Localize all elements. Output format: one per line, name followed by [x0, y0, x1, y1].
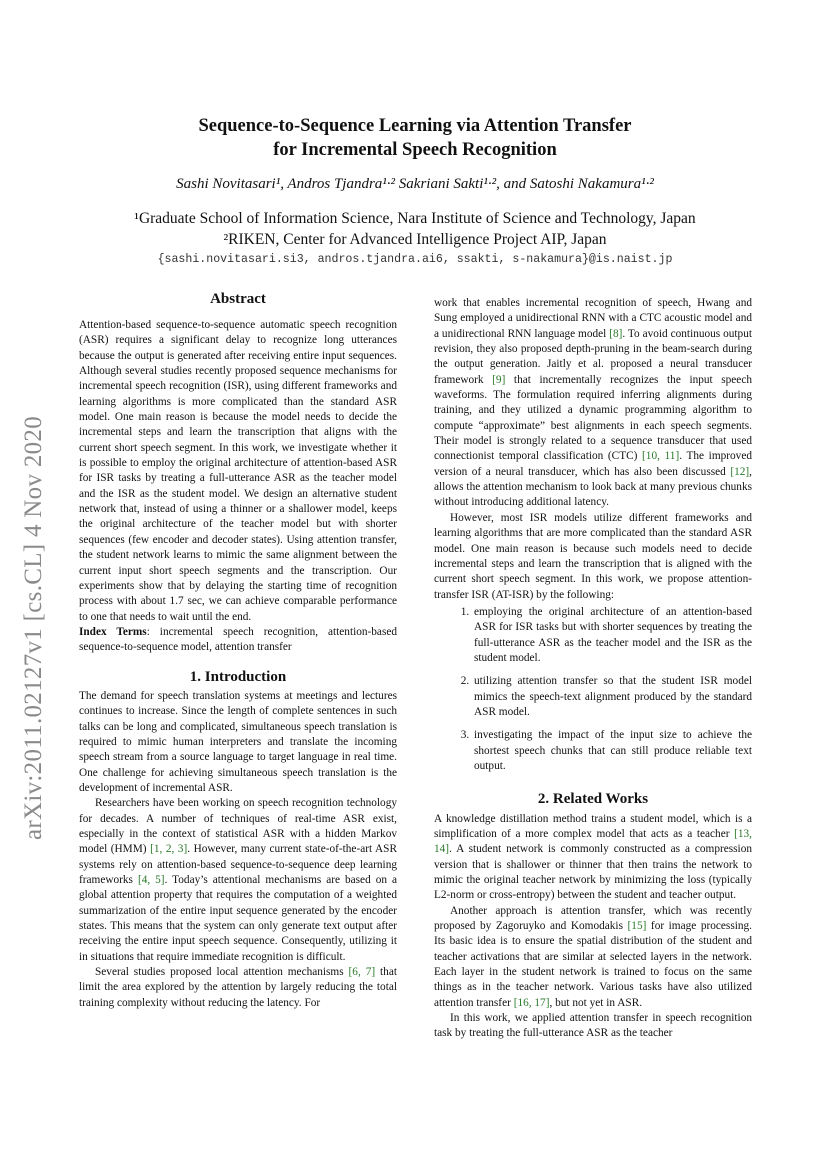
intro-p3-text-a: Several studies proposed local attention mechanisms — [95, 966, 349, 979]
related-p2-text-c: , but not yet in ASR. — [549, 996, 643, 1009]
paper-title — [80, 114, 750, 162]
citation-link[interactable]: [8] — [609, 327, 623, 340]
proposal-item: 1. employing the original architecture of an attention-based ASR for ISR tasks but with shorter sequences by treating the full-utterance ASR as the teacher model and the ISR as the student model. — [472, 605, 752, 666]
right-p1-text-b: . To avoid continuous output revision, they also proposed depth-pruning in the beam-search during the output generation. Jaitly et al. proposed a neural transducer framework — [434, 327, 752, 386]
intro-paragraph-3 — [79, 965, 397, 1011]
citation-link[interactable]: [6, 7] — [348, 966, 376, 979]
intro-paragraph-1: The demand for speech translation systems at meetings and lectures continues to increase. Since the length of complete sentences in such talks can be long and complicated, simultaneous speech translation is required to mimic human interpreters and translate the incoming speech stream from a source language to target language in real time. One challenge for achieving simultaneous speech translation is the development of incremental ASR. — [79, 689, 397, 794]
right-column — [434, 296, 752, 1042]
related-paragraph-2 — [434, 904, 752, 1011]
citation-link[interactable]: [13, 14] — [434, 828, 752, 856]
related-paragraph-1 — [434, 812, 752, 904]
citation-link[interactable]: [10, 11] — [642, 450, 680, 463]
right-p1-text-e: , allows the attention mechanism to look back at many previous chunks without introducing additional latency. — [434, 465, 752, 509]
related-works-heading: 2. Related Works — [537, 791, 649, 808]
intro-p2-text-b: . However, many current state-of-the-art ASR systems rely on attention-based sequence-to-sequence deep learning frameworks — [79, 843, 397, 887]
citation-link[interactable]: [4, 5] — [137, 874, 165, 887]
affiliation-2: ²RIKEN, Center for Advanced Intelligence Project AIP, Japan — [223, 231, 607, 248]
citation-link[interactable]: [15] — [627, 920, 647, 933]
title-line-1: Sequence-to-Sequence Learning via Attention Transfer — [198, 116, 632, 136]
right-p1-text-a: work that enables incremental recognition of speech, Hwang and Sung employed a unidirectional RNN with a CTC acoustic model and a unidirectional RNN language model — [434, 297, 752, 340]
related-p2-text-b: for image processing. Its basic idea is to ensure the spatial distribution of the student and teacher activations that are similar at selected layers in the network. Each layer in the student network is trained to focus on the same things as in the teacher network. Various tasks have also utilized attention transfer — [434, 920, 752, 1009]
right-paragraph-2: However, most ISR models utilize different frameworks and learning algorithms that are more complicated than the standard ASR model. One main reason is because such models need to decide incremental steps and learn the transcription that is aligned with the current short speech segment. In this work, we propose attention-transfer ISR (AT-ISR) by the following: — [434, 511, 752, 601]
abstract-text: Attention-based sequence-to-sequence automatic speech recognition (ASR) requires a significant delay to recognize long utterances because the output is generated after receiving entire input sequences. Although several studies recently proposed sequence mechanisms for incremental speech recognition (ISR), using different frameworks and learning algorithms is more complicated than the standard ASR model. One main reason is because the model needs to decide the incremental steps and learn the transcription that aligns with the current short speech segment. In this work, we investigate whether it is possible to employ the original architecture of attention-based ASR for ISR tasks by treating a full-utterance ASR as the teacher model and the ISR as the student model. We design an alternative student network that, instead of using a thinner or a shallower model, keeps the original architecture of the teacher model but with shorter sequences (few encoder and decoder states). Using attention transfer, the student network learns to mimic the same alignment between the current input short speech segments and the transcription. Our experiments show that by delaying the starting time of recognition process with about 1.7 sec, we can achieve comparable performance to one that needs to wait until the end. — [79, 319, 397, 623]
right-paragraph-1 — [434, 296, 752, 511]
related-paragraph-3: In this work, we applied attention transfer in speech recognition task by treating the full-utterance ASR as the teacher — [434, 1012, 752, 1040]
index-terms — [79, 625, 397, 656]
abstract-heading: Abstract — [210, 291, 266, 307]
arxiv-identifier[interactable]: arXiv:2011.02127v1 [cs.CL] 4 Nov 2020 — [20, 415, 47, 840]
index-terms-text: : incremental speech recognition, attention-based sequence-to-sequence model, attention transfer — [79, 625, 398, 654]
author-list: Sashi Novitasari¹, Andros Tjandra¹·² Sakriani Sakti¹·², and Satoshi Nakamura¹·² — [176, 176, 654, 192]
author-emails: {sashi.novitasari.si3, andros.tjandra.ai6, ssakti, s-nakamura}@is.naist.jp — [157, 253, 673, 266]
intro-p2-text-c: . Today’s attentional mechanisms are based on a global attention property that requires the computation of a weighted summarization of the entire input sequence generated by the encoder states. This means that the system can only generate text output after receiving the entire input speech sequence. Consequently, utilizing it in situations that require immediate recognition is difficult. — [79, 874, 397, 963]
citation-link[interactable]: [16, 17] — [513, 996, 550, 1009]
right-p1-text-c: that incrementally recognizes the input speech waveforms. The formulation required inferring alignments during training, and they utilized a dynamic programming algorithm to compute “approximate” best alignments in each speech segments. Their model is strongly related to a sequence transducer that used connectionist temporal classification (CTC) — [434, 373, 752, 463]
intro-p3-text-b: that limit the area explored by the attention by largely reducing the total training complexity without reducing the latency. For — [79, 966, 397, 1009]
intro-p2-text-a: Researchers have been working on speech recognition technology for decades. A number of techniques of real-time ASR exist, especially in the context of statistical ASR with a hidden Markov model (HMM) — [79, 797, 397, 856]
index-terms-label: Index Terms — [79, 625, 147, 638]
citation-link[interactable]: [9] — [492, 373, 506, 386]
proposal-item: 3. investigating the impact of the input size to achieve the shortest speech chunks that can still produce reliable text output. — [472, 728, 752, 774]
related-p1-text-a: A knowledge distillation method trains a student model, which is a simplification of a more complex model that acts as a teacher — [434, 812, 752, 840]
title-line-2: for Incremental Speech Recognition — [273, 140, 557, 160]
introduction-heading: 1. Introduction — [189, 668, 287, 685]
citation-link[interactable]: [12] — [730, 465, 750, 478]
affiliation-1: ¹Graduate School of Information Science, Nara Institute of Science and Technology, Japan — [134, 210, 696, 227]
left-column — [79, 318, 397, 1011]
related-p1-text-b: . A student network is commonly constructed as a compression version that is shallower or thinner that then trains the network to mimic the original teacher network by minimizing the loss (typically L2-norm or cross-entropy) between the student and teacher output. — [434, 843, 752, 902]
proposal-list — [434, 605, 752, 774]
citation-link[interactable]: [1, 2, 3] — [150, 843, 188, 856]
related-p2-text-a: Another approach is attention transfer, which was recently proposed by Zagoruyko and Komodakis — [434, 904, 752, 933]
proposal-item: 2. utilizing attention transfer so that the student ISR model mimics the speech-text alignment produced by the standard ASR model. — [472, 674, 752, 720]
intro-paragraph-2 — [79, 796, 397, 965]
right-p1-text-d: . The improved version of a neural transducer, which has also been discussed — [434, 450, 752, 478]
